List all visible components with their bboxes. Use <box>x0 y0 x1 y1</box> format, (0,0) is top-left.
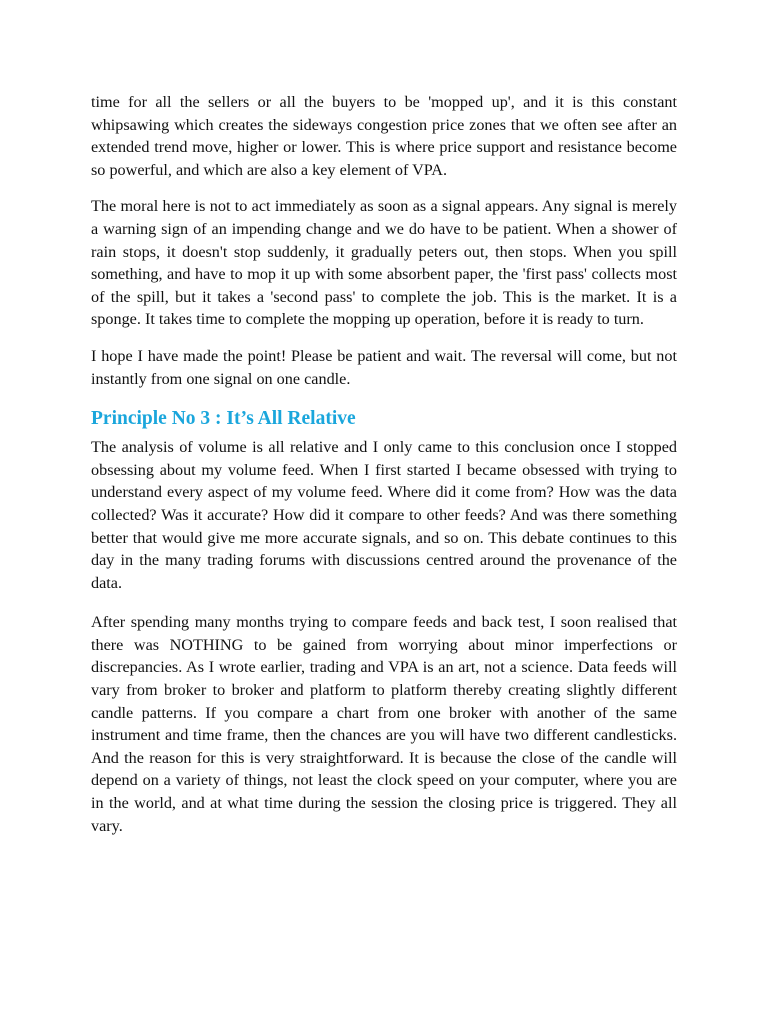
paragraph-moral: The moral here is not to act immediately as soon as a signal appears. Any signal is merely a warning sign of an impending change and we do have to be patient. When a shower of rain stops, it doesn't stop suddenly, it gradually peters out, then stops. When you spill something, and have to mop it up with some absorbent paper, the 'first pass' collects most of the spill, but it takes a 'second pass' to complete the job. This is the market. It is a sponge. It takes time to complete the mopping up operation, before it is ready to turn. <box>91 197 677 329</box>
paragraph-volume-relative: The analysis of volume is all relative and I only came to this conclusion once I stopped obsessing about my volume feed. When I first started I became obsessed with trying to understand every aspect of my volume feed. Where did it come from? How was the data collected? Was it accurate? How did it compare to other feeds? And was there something better that would give me more accurate signals, and so on. This debate continues to this day in the many trading forums with discussions centred around the provenance of the data. <box>91 438 677 592</box>
paragraph-be-patient: I hope I have made the point! Please be patient and wait. The reversal will come, but not instantly from one signal on one candle. <box>91 346 677 388</box>
paragraph-mopped-up: time for all the sellers or all the buyers to be 'mopped up', and it is this constant whipsawing which creates the sideways congestion price zones that we often see after an extended trend move, higher or lower. This is where price support and resistance become so powerful, and which are also a key element of VPA. <box>91 93 677 179</box>
document-page <box>91 91 677 837</box>
paragraph-data-feeds: After spending many months trying to compare feeds and back test, I soon realised that there was NOTHING to be gained from worrying about minor imperfections or discrepancies. As I wrote earlier, trading and VPA is an art, not a science. Data feeds will vary from broker to broker and platform to platform thereby creating slightly different candle patterns. If you compare a chart from one broker with another of the same instrument and time frame, then the chances are you will have two different candlesticks. And the reason for this is very straightforward. It is because the close of the candle will depend on a variety of things, not least the clock speed on your computer, where you are in the world, and at what time during the session the closing price is triggered. They all vary. <box>91 613 677 835</box>
section-heading: Principle No 3 : It’s All Relative <box>91 408 356 430</box>
